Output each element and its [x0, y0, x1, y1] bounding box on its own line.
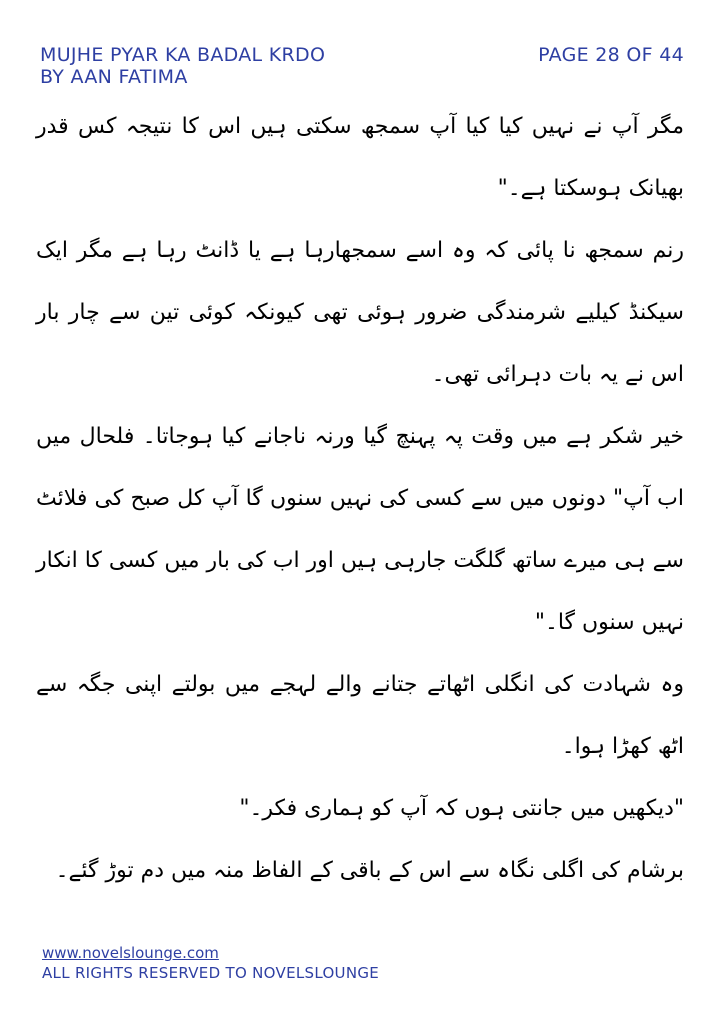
paragraph: مگر آپ نے نہیں کیا کیا آپ سمجھ سکتی ہیں اس کا نتیجہ کس قدر بھیانک ہوسکتا ہے۔" [36, 114, 684, 201]
page-footer [42, 944, 379, 982]
novel-title: MUJHE PYAR KA BADAL KRDO [40, 44, 326, 66]
story-text [36, 96, 684, 902]
website-link[interactable]: www.novelslounge.com [42, 944, 219, 962]
author-name: BY AAN FATIMA [40, 66, 188, 88]
paragraph: برشام کی اگلی نگاہ سے اس کے باقی کے الفاظ منہ میں دم توڑ گئے۔ [55, 858, 684, 883]
paragraph: "دیکھیں میں جانتی ہوں کہ آپ کو ہماری فکر۔" [239, 796, 684, 821]
paragraph: خیر شکر ہے میں وقت پہ پہنچ گیا ورنہ ناجانے کیا ہوجاتا۔ فلحال میں اب آپ" دونوں میں سے کسی کی نہیں سنوں گا آپ کل صبح کی فلائٹ سے ہی میرے ساتھ گلگت جارہی ہیں اور اب کی بار میں کسی کا انکار نہیں سنوں گا۔" [36, 424, 684, 635]
paragraph: وہ شہادت کی انگلی اٹھاتے جتانے والے لہجے میں بولتے اپنی جگہ سے اٹھ کھڑا ہوا۔ [36, 672, 684, 759]
paragraph: رنم سمجھ نا پائی کہ وہ اسے سمجھارہا ہے یا ڈانٹ رہا ہے مگر ایک سیکنڈ کیلیے شرمندگی ضرور ہوئی تھی کیونکہ کوئی تین سے چار بار اس نے یہ بات دہرائی تھی۔ [36, 238, 684, 387]
rights-notice: ALL RIGHTS RESERVED TO NOVELSLOUNGE [42, 964, 380, 982]
page-number: PAGE 28 OF 44 [538, 44, 684, 66]
